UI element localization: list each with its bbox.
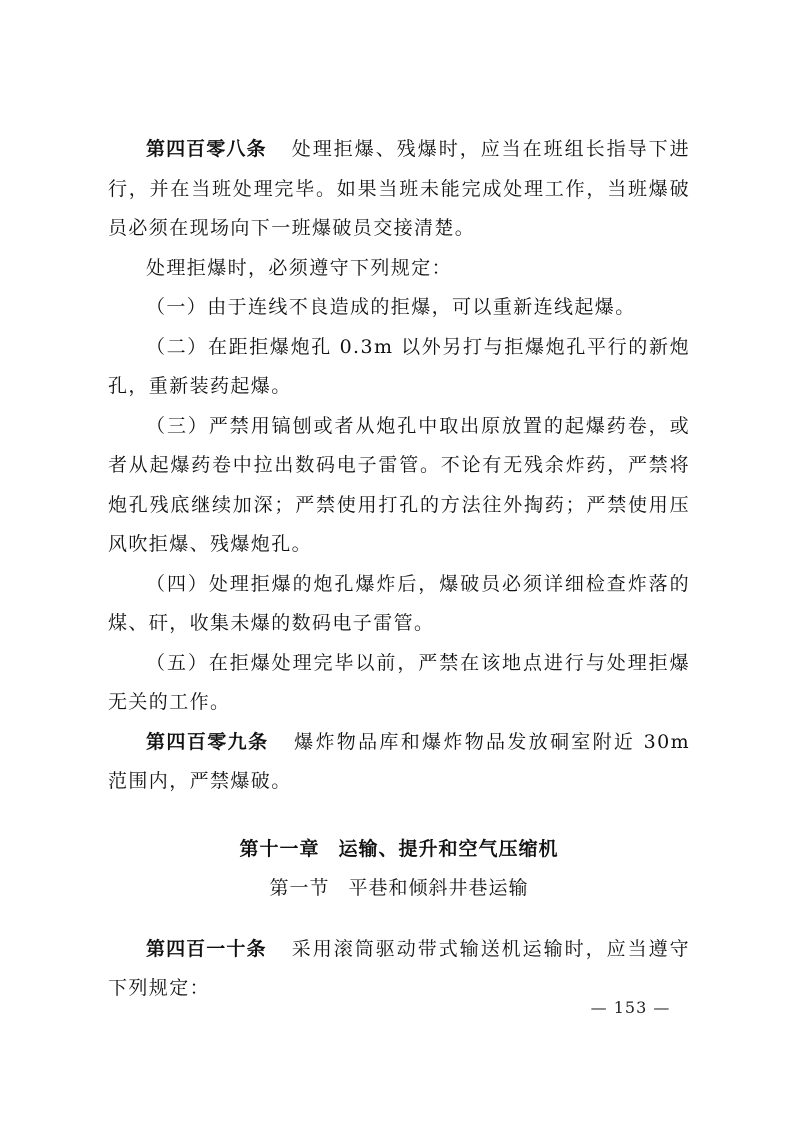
chapter-heading (108, 830, 690, 868)
article-text: 处理拒爆、残爆时，应当在班组长指导下进行，并在当班处理完毕。如果当班未能完成处理工作，当班爆破员必须在现场向下一班爆破员交接清楚。 (108, 138, 690, 239)
section-heading (108, 868, 690, 908)
article-410 (108, 930, 690, 1009)
paragraph-item-2: （二）在距拒爆炮孔 0.3m 以外另打与拒爆炮孔平行的新炮孔，重新装药起爆。 (108, 335, 690, 397)
article-text: 采用滚筒驱动带式输送机运输时，应当遵守下列规定： (108, 937, 690, 999)
paragraph-intro: 处理拒爆时，必须遵守下列规定： (146, 256, 453, 279)
paragraph-item-5: （五）在拒爆处理完毕以前，严禁在该地点进行与处理拒爆无关的工作。 (108, 651, 690, 713)
chapter-title: 运输、提升和空气压缩机 (338, 837, 559, 860)
article-heading: 第四百零八条 (146, 138, 267, 160)
chapter-number: 第十一章 (239, 837, 320, 860)
article-text: 爆炸物品库和爆炸物品发放硐室附近 30m 范围内，严禁爆破。 (108, 730, 690, 792)
article-408 (108, 130, 690, 249)
section-title: 平巷和倾斜井巷运输 (348, 876, 529, 899)
paragraph-item-4: （四）处理拒爆的炮孔爆炸后，爆破员必须详细检查炸落的煤、矸，收集未爆的数码电子雷管。 (108, 572, 690, 634)
article-409 (108, 723, 690, 802)
paragraph-item-1: （一）由于连线不良造成的拒爆，可以重新连线起爆。 (146, 296, 636, 318)
document-body (108, 130, 690, 1009)
article-heading: 第四百一十条 (146, 937, 267, 960)
paragraph-item-3: （三）严禁用镐刨或者从炮孔中取出原放置的起爆药卷，或者从起爆药卷中拉出数码电子雷管。不论有无残余炸药，严禁将炮孔残底继续加深；严禁使用打孔的方法往外掏药；严禁使用压风吹拒爆、残爆炮孔。 (108, 414, 690, 555)
page-number: — 153 — (590, 998, 671, 1017)
section-number: 第一节 (269, 876, 330, 899)
article-heading: 第四百零九条 (146, 730, 269, 753)
